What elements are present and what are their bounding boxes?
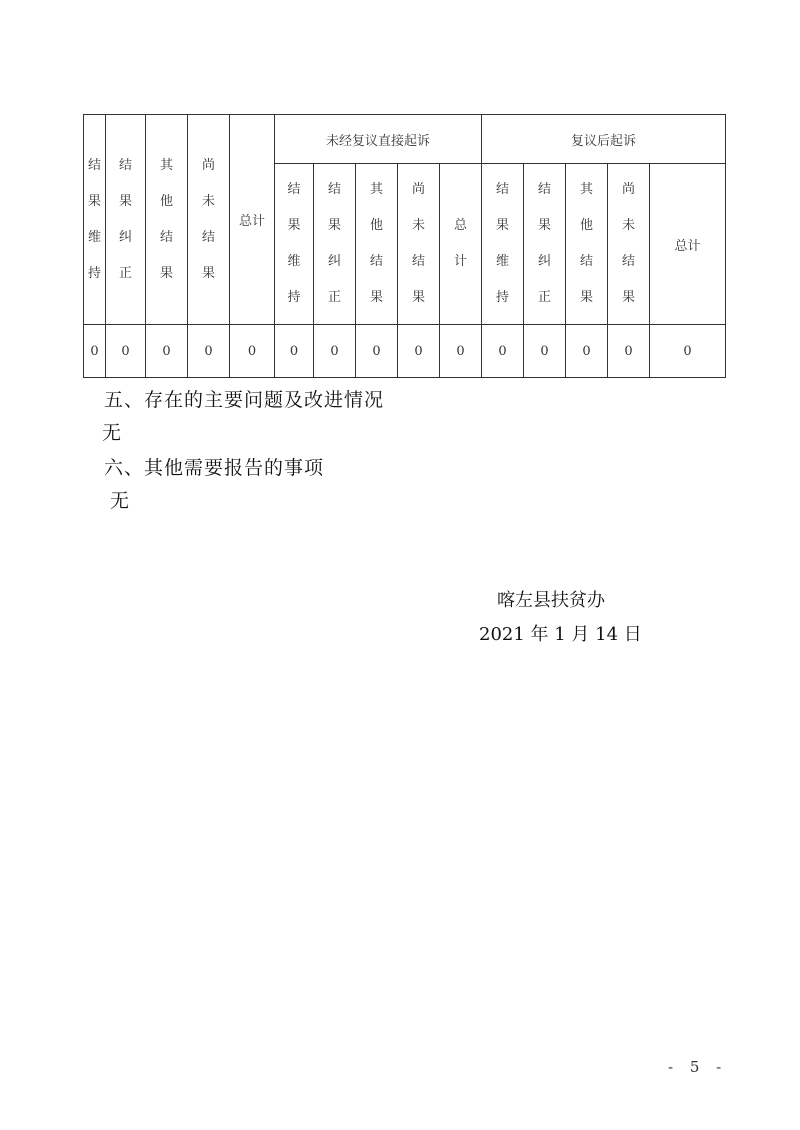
subheader-review-not-concluded: 尚 未 结 果 [608, 164, 650, 325]
header-not-concluded: 尚 未 结 果 [188, 115, 230, 325]
header-result-corrected: 结 果 纠 正 [106, 115, 146, 325]
header-result-upheld: 结 果 维 持 [84, 115, 106, 325]
table-cell: 0 [482, 325, 524, 378]
page-number: - 5 - [668, 1058, 728, 1076]
table-cell: 0 [314, 325, 356, 378]
signature-org: 喀左县扶贫办 [497, 590, 605, 611]
header-other-result: 其 他 结 果 [146, 115, 188, 325]
subheader-review-corrected: 结 果 纠 正 [524, 164, 566, 325]
table-cell: 0 [608, 325, 650, 378]
section5-body: 无 [102, 422, 122, 444]
signature-date: 2021 年 1 月 14 日 [479, 624, 642, 645]
section6-body: 无 [110, 490, 130, 512]
table-cell: 0 [398, 325, 440, 378]
subheader-direct-upheld: 结 果 维 持 [275, 164, 314, 325]
table-cell: 0 [524, 325, 566, 378]
subheader-direct-corrected: 结 果 纠 正 [314, 164, 356, 325]
table-cell: 0 [188, 325, 230, 378]
subheader-review-total: 总计 [650, 164, 726, 325]
subheader-review-other: 其 他 结 果 [566, 164, 608, 325]
table-cell: 0 [650, 325, 726, 378]
table-cell: 0 [106, 325, 146, 378]
header-direct-suit: 未经复议直接起诉 [275, 115, 482, 164]
table-cell: 0 [230, 325, 275, 378]
table-cell: 0 [356, 325, 398, 378]
table-header-row [84, 115, 726, 164]
subheader-direct-other: 其 他 结 果 [356, 164, 398, 325]
table-cell: 0 [566, 325, 608, 378]
subheader-direct-not-concluded: 尚 未 结 果 [398, 164, 440, 325]
subheader-direct-total: 总 计 [440, 164, 482, 325]
table-cell: 0 [84, 325, 106, 378]
table-cell: 0 [440, 325, 482, 378]
subheader-review-upheld: 结 果 维 持 [482, 164, 524, 325]
header-total: 总计 [230, 115, 275, 325]
statistics-table [83, 114, 726, 378]
table-cell: 0 [146, 325, 188, 378]
section6-heading: 六、其他需要报告的事项 [104, 457, 325, 479]
table-cell: 0 [275, 325, 314, 378]
section5-heading: 五、存在的主要问题及改进情况 [104, 389, 385, 411]
header-after-review: 复议后起诉 [482, 115, 726, 164]
table-row [84, 325, 726, 378]
